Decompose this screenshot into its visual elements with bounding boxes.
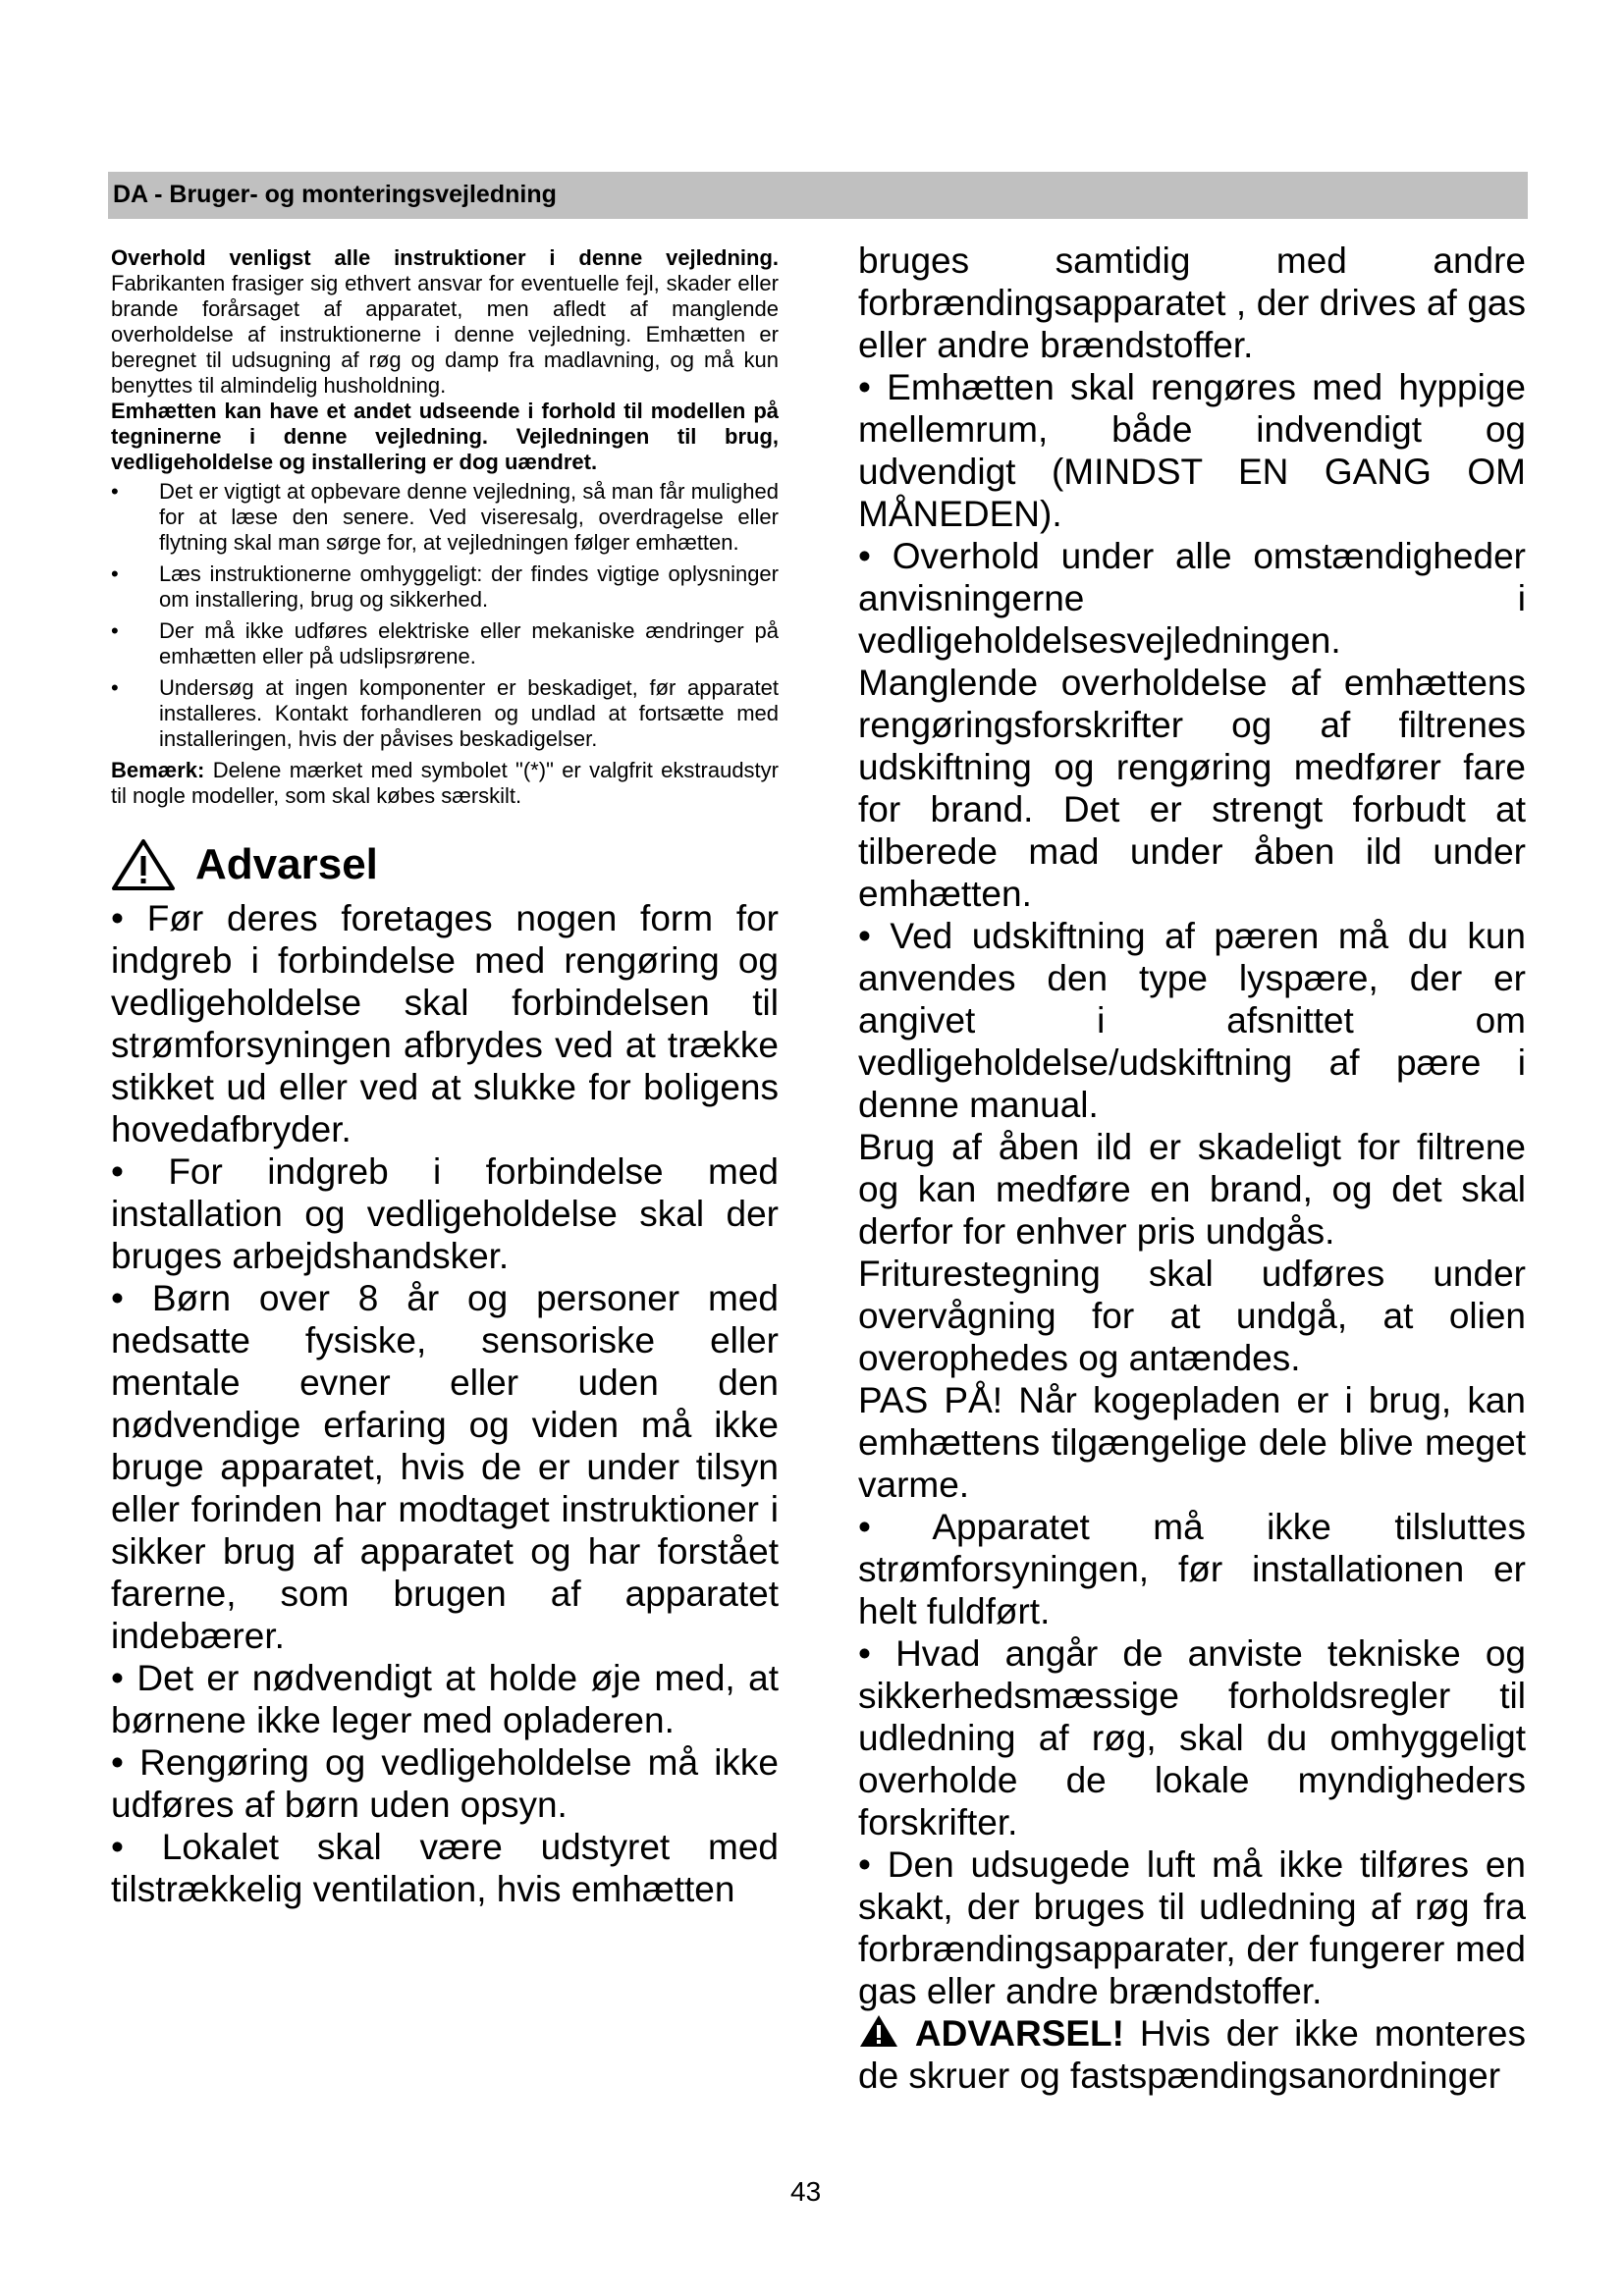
warning-paragraph: • Lokalet skal være udstyret med tilstrækkelig ventilation, hvis emhætten <box>111 1827 779 1909</box>
warning-paragraph: • Den udsugede luft må ikke tilføres en skakt, der bruges til udledning af røg fra forbrændingsapparater, der fungerer med gas eller andre brændstoffer. <box>858 1844 1526 2011</box>
warning-title: Advarsel <box>195 840 378 888</box>
warning-paragraph: PAS PÅ! Når kogepladen er i brug, kan emhættens tilgængelige dele blive meget varme. <box>858 1380 1526 1505</box>
intro-bold-note: Emhætten kan have et andet udseende i forhold til modellen på tegninerne i denne vejledning. Vejledningen til brug, vedligeholdelse og installering er dog uændret. <box>111 399 779 474</box>
note-label: Bemærk: <box>111 758 205 782</box>
intro-bold-lead: Overhold venligst alle instruktioner i denne vejledning. <box>111 245 779 270</box>
final-warning-label: ADVARSEL! <box>914 2013 1124 2054</box>
warning-paragraph: Friturestegning skal udføres under overvågning for at undgå, at olien overophedes og antændes. <box>858 1254 1526 1378</box>
warning-paragraph: Brug af åben ild er skadeligt for filtrene og kan medføre en brand, og det skal derfor for enhver pris undgås. <box>858 1127 1526 1252</box>
warning-paragraph: • Rengøring og vedligeholdelse må ikke udføres af børn uden opsyn. <box>111 1742 779 1825</box>
intro-bullet-list <box>111 479 779 752</box>
intro-text: Fabrikanten frasiger sig ethvert ansvar for eventuelle fejl, skader eller brande forårsaget af apparatet, men afledt af manglende overholdelse af instruktionerne i denne vejledning. Emhætten er beregnet til udsugning af røg og damp fra madlavning, og må kun benyttes til almindelig husholdning. <box>111 271 779 398</box>
page-number: 43 <box>790 2176 822 2207</box>
warning-paragraph: • Det er nødvendigt at holde øje med, at børnene ikke leger med opladeren. <box>111 1658 779 1740</box>
warning-paragraph: • Børn over 8 år og personer med nedsatte fysiske, sensoriske eller mentale evner eller uden den nødvendige erfaring og viden må ikke bruge apparatet, hvis de er under tilsyn eller forinden har modtaget instruktioner i sikker brug af apparatet og har forstået farerne, som brugen af apparatet indebærer. <box>111 1278 779 1656</box>
final-warning-text: Hvis der ikke monteres de skruer og fastspændingsanordninger <box>858 2013 1526 2096</box>
warning-paragraph: • Emhætten skal rengøres med hyppige mellemrum, både indvendigt og udvendigt (MINDST EN GANG OM MÅNEDEN). <box>858 367 1526 534</box>
warning-triangle-icon <box>111 838 176 891</box>
warning-paragraph: • Før deres foretages nogen form for indgreb i forbindelse med rengøring og vedligeholdelse skal forbindelsen til strømforsyningen afbrydes ved at trække stikket ud eller ved at slukke for boligens hovedafbryder. <box>111 898 779 1149</box>
warning-paragraph: Manglende overholdelse af emhættens rengøringsforskrifter og af filtrenes udskiftning og rengøring medfører fare for brand. Det er strengt forbudt at tilberede mad under åben ild under emhætten. <box>858 663 1526 914</box>
warning-paragraph: • Hvad angår de anviste tekniske og sikkerhedsmæssige forholdsregler til udledning af røg, skal du omhyggeligt overholde de lokale myndigheders forskrifter. <box>858 1633 1526 1842</box>
section-header <box>108 172 1528 219</box>
warning-right-text <box>858 240 1526 2097</box>
note-paragraph <box>111 758 779 809</box>
note-text: Delene mærket med symbolet "(*)" er valgfrit ekstraudstyr til nogle modeller, som skal købes særskilt. <box>111 758 779 808</box>
intro-bullet: • Der må ikke udføres elektriske eller mekaniske ændringer på emhætten eller på udslipsrørene. <box>111 618 779 668</box>
warning-paragraph: • Overhold under alle omstændigheder anvisningerne i vedligeholdelsesvejledningen. <box>858 536 1526 661</box>
warning-heading <box>111 838 779 891</box>
intro-bullet: • Læs instruktionerne omhyggeligt: der findes vigtige oplysninger om installering, brug og sikkerhed. <box>111 561 779 612</box>
section-title: DA - Bruger- og monteringsvejledning <box>113 181 557 208</box>
warning-left-text <box>111 897 779 1910</box>
warning-filled-icon <box>858 2013 899 2049</box>
warning-paragraph: • Apparatet må ikke tilsluttes strømforsyningen, før installationen er helt fuldført. <box>858 1507 1526 1631</box>
intro-paragraph-1 <box>111 245 779 399</box>
intro-bullet: • Det er vigtigt at opbevare denne vejledning, så man får mulighed for at læse den senere. Ved viseresalg, overdragelse eller flytning skal man sørge for, at vejledningen følger emhætten. <box>111 479 779 555</box>
right-column <box>858 240 1526 2097</box>
warning-paragraph: bruges samtidig med andre forbrændingsapparatet , der drives af gas eller andre brændstoffer. <box>858 240 1526 365</box>
intro-bullet: • Undersøg at ingen komponenter er beskadiget, før apparatet installeres. Kontakt forhandleren og undlad at fortsætte med installeringen, hvis der påvises beskadigelser. <box>111 675 779 751</box>
intro-paragraph-2 <box>111 399 779 475</box>
left-column <box>111 245 779 1910</box>
warning-paragraph: • Ved udskiftning af pæren må du kun anvendes den type lyspære, der er angivet i afsnittet om vedligeholdelse/udskiftning af pære i denne manual. <box>858 916 1526 1125</box>
final-warning-paragraph <box>858 2012 1526 2097</box>
warning-paragraph: • For indgreb i forbindelse med installation og vedligeholdelse skal der bruges arbejdshandsker. <box>111 1151 779 1276</box>
